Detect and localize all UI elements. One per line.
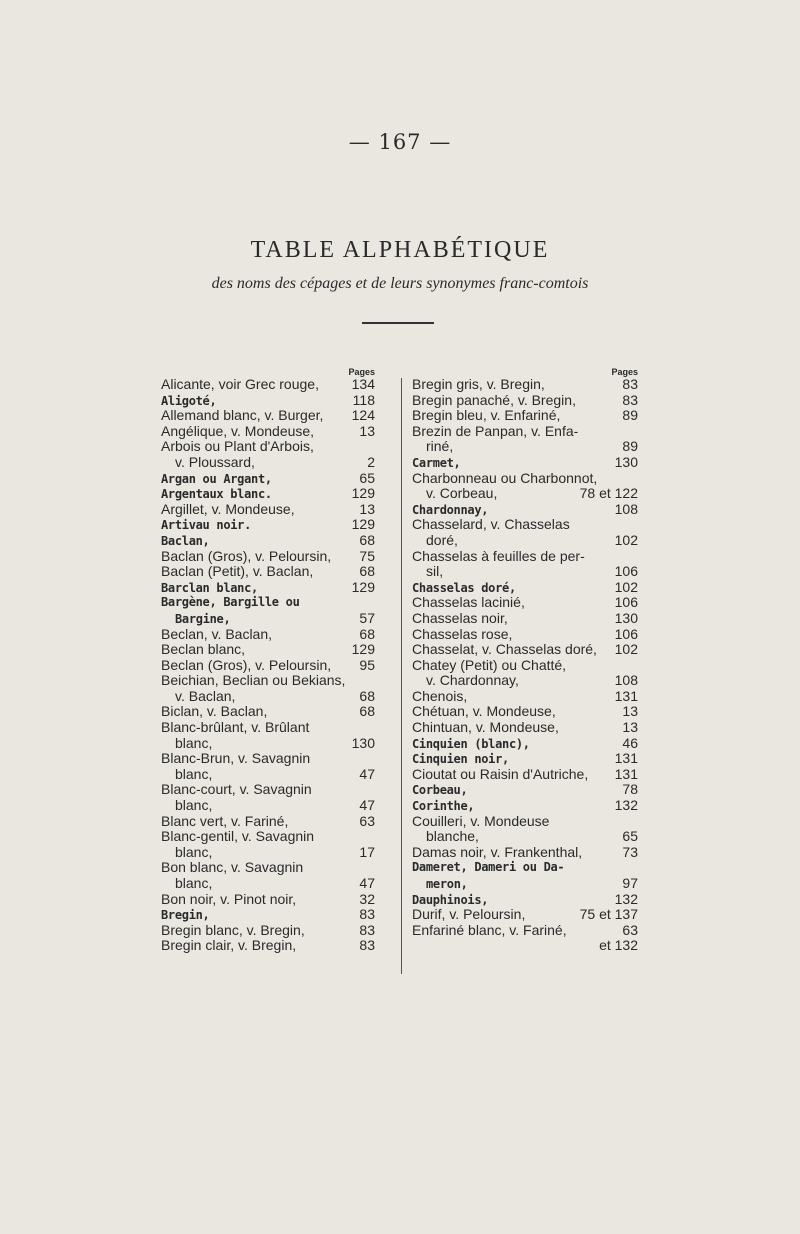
entry-page: 47 [359,797,375,814]
index-entry [412,533,638,549]
entry-name: Beclan (Gros), v. Peloursin, [161,656,332,673]
entry-page: 83 [359,906,375,923]
left-entry-list [161,377,375,954]
entry-page: 102 [614,641,638,658]
entry-page: 73 [622,843,638,860]
index-entry [412,595,638,611]
entry-page: 68 [359,687,375,704]
index-entry [161,658,375,674]
entry-name: Chasselas à feuilles de per- [412,547,585,564]
entry-page: 97 [622,875,638,891]
entry-page: 17 [359,843,375,860]
entry-name: Aligoté, [161,393,217,408]
index-entry [161,611,375,627]
index-entry [161,845,375,861]
index-entry [161,455,375,471]
entry-name: Bregin panaché, v. Bregin, [412,391,576,408]
entry-name: Argillet, v. Mondeuse, [161,500,295,517]
index-entry [412,860,638,876]
entry-name: Chétuan, v. Mondeuse, [412,703,556,720]
page-subtitle: des noms des cépages et de leurs synonymes franc-comtois [211,275,589,292]
entry-name: sil, [426,563,444,580]
entry-page: 131 [614,687,638,704]
index-entry [412,377,638,393]
title-rule [362,322,434,324]
index-entry [161,502,375,518]
entry-name: Corbeau, [412,783,468,798]
index-entry [161,580,375,596]
index-entry [412,767,638,783]
index-entry [161,642,375,658]
entry-name: v. Chardonnay, [426,672,519,689]
entry-name: Arbois ou Plant d'Arbois, [161,438,314,455]
index-entry [161,798,375,814]
index-entry [412,814,638,830]
entry-name: v. Ploussard, [175,453,255,470]
index-entry [412,627,638,643]
index-entry [412,736,638,752]
index-entry [412,720,638,736]
entry-name: Biclan, v. Baclan, [161,703,268,720]
entry-name: Beclan, v. Baclan, [161,625,273,642]
entry-name: Chenois, [412,687,468,704]
index-entry [161,627,375,643]
entry-name: Chintuan, v. Mondeuse, [412,719,559,736]
entry-name: Bon noir, v. Pinot noir, [161,890,297,907]
entry-name: blanc, [175,734,213,751]
entry-name: Blanc-Brun, v. Savagnin [161,750,311,767]
entry-page: 83 [359,937,375,954]
entry-page: 68 [359,625,375,642]
entry-page: 108 [614,672,638,689]
entry-name: Couilleri, v. Mondeuse [412,812,550,829]
entry-page: 106 [614,563,638,580]
entry-page: 130 [614,453,638,470]
index-entry [161,767,375,783]
entry-name: Cinquien (blanc), [412,736,530,751]
entry-page: 68 [359,531,375,548]
entry-name: meron, [426,877,468,891]
index-entry [161,860,375,876]
entry-page: 83 [359,921,375,938]
index-entry [161,814,375,830]
index-entry [412,611,638,627]
entry-page: 47 [359,875,375,891]
entry-name: blanc, [175,875,213,891]
entry-name: Bregin, [161,908,210,923]
right-column [412,367,638,954]
index-entry [412,798,638,814]
entry-page: 89 [622,407,638,424]
entry-name: Blanc-brûlant, v. Brûlant [161,719,310,736]
entry-name: Alicante, voir Grec rouge, [161,376,319,392]
entry-page: 131 [614,765,638,782]
entry-page: 129 [351,485,375,502]
entry-page: 83 [622,391,638,408]
pages-label: Pages [611,367,638,377]
entry-page: 130 [351,734,375,751]
index-entry [412,439,638,455]
entry-page: 63 [622,921,638,938]
index-entry [161,595,375,611]
entry-name: Argan ou Argant, [161,471,272,486]
entry-name: Baclan (Petit), v. Baclan, [161,563,314,580]
entry-page: 68 [359,563,375,580]
entry-name: Artivau noir. [161,518,252,533]
entry-name: Bargine, [175,611,231,626]
entry-name: Brezin de Panpan, v. Enfa- [412,422,579,439]
index-entry [412,907,638,923]
entry-page: 75 [359,547,375,564]
index-entry [412,393,638,409]
entry-page: 13 [359,422,375,439]
entry-page: 129 [351,641,375,658]
entry-name: Chasselat, v. Chasselas doré, [412,641,597,658]
entry-name: riné, [426,438,454,455]
entry-page: 131 [614,750,638,767]
entry-page: 13 [622,703,638,720]
entry-page: 130 [614,609,638,626]
entry-page: 75 et 137 [579,906,638,923]
entry-name: Barclan blanc, [161,580,258,595]
entry-name: Chasselas rose, [412,625,513,642]
index-entry [412,829,638,845]
index-entry [161,907,375,923]
index-entry [412,704,638,720]
index-entry [412,689,638,705]
entry-name: Beclan blanc, [161,641,246,658]
index-entry [161,439,375,455]
entry-page: 46 [622,734,638,751]
entry-name: Durif, v. Peloursin, [412,906,526,923]
index-entry [412,502,638,518]
index-entry [161,923,375,939]
entry-name: Charbonneau ou Charbonnot, [412,469,598,486]
index-entry [412,564,638,580]
entry-page: 129 [351,578,375,595]
entry-name: Blanc-court, v. Savagnin [161,781,312,798]
entry-page: 102 [614,578,638,595]
index-entry [412,751,638,767]
entry-name: doré, [426,531,458,548]
index-entry [412,923,638,939]
index-entry [412,658,638,674]
left-column [161,367,375,954]
index-entry [161,751,375,767]
entry-page: 2 [367,453,375,470]
entry-name: Chasselas lacinié, [412,594,525,611]
entry-page: 78 et 122 [579,485,638,502]
entry-name: Allemand blanc, v. Burger, [161,407,324,424]
pages-label: Pages [348,367,375,377]
entry-name: Damas noir, v. Frankenthal, [412,843,583,860]
entry-page: 95 [359,656,375,673]
index-entry [161,377,375,393]
index-entry [161,673,375,689]
index-entry [412,455,638,471]
index-entry [161,424,375,440]
entry-name: blanc, [175,765,213,782]
entry-name: Baclan, [161,533,210,548]
index-entry [412,673,638,689]
index-entry [412,782,638,798]
entry-page: 47 [359,765,375,782]
entry-name: Bregin gris, v. Bregin, [412,376,545,392]
index-entry [412,549,638,565]
entry-page: 129 [351,516,375,533]
entry-name: blanc, [175,797,213,814]
index-entry [161,408,375,424]
entry-name: Bregin bleu, v. Enfariné, [412,407,561,424]
index-entry [161,876,375,892]
index-entry [161,938,375,954]
index-entry [412,642,638,658]
entry-page: 106 [614,625,638,642]
entry-page: 106 [614,594,638,611]
column-divider [401,378,402,974]
entry-page: 108 [614,500,638,517]
entry-name: Dameret, Dameri ou Da- [412,860,565,875]
index-entry [412,876,638,892]
entry-name: Dauphinois, [412,892,489,907]
entry-page: 65 [622,828,638,845]
entry-page: 78 [622,781,638,798]
entry-page: 68 [359,703,375,720]
entry-name: Chasselard, v. Chasselas [412,516,570,533]
entry-page: 118 [352,391,375,408]
entry-page: 134 [351,376,375,392]
entry-page: 57 [359,609,375,626]
entry-name: Corinthe, [412,799,475,814]
entry-page: 124 [351,407,375,424]
entry-name: Bregin blanc, v. Bregin, [161,921,305,938]
entry-page: et 132 [599,937,638,954]
index-entry [412,424,638,440]
entry-name: Blanc vert, v. Fariné, [161,812,289,829]
index-entry [161,549,375,565]
entry-name: Angélique, v. Mondeuse, [161,422,315,439]
index-entry [161,704,375,720]
index-entry [412,892,638,908]
right-entry-list [412,377,638,954]
entry-name: Baclan (Gros), v. Peloursin, [161,547,332,564]
entry-name: Chatey (Petit) ou Chatté, [412,656,567,673]
index-entry [161,892,375,908]
entry-page: 13 [359,500,375,517]
entry-page: 102 [614,531,638,548]
entry-name: Beichian, Beclian ou Bekians, [161,672,346,689]
entry-name: blanche, [426,828,479,845]
index-entry [161,486,375,502]
entry-name: Bregin clair, v. Bregin, [161,937,297,954]
entry-name: Cioutat ou Raisin d'Autriche, [412,765,589,782]
entry-name: Argentaux blanc. [161,487,272,502]
index-entry [412,471,638,487]
entry-page: 132 [614,890,638,907]
index-entry [161,736,375,752]
index-entry [412,517,638,533]
index-entry [161,564,375,580]
entry-name: blanc, [175,843,213,860]
entry-page: 65 [359,469,375,486]
index-entry [412,408,638,424]
index-entry [412,580,638,596]
entry-name: v. Baclan, [175,687,236,704]
entry-name: Chasselas doré, [412,580,516,595]
entry-name: v. Corbeau, [426,485,498,502]
index-entry [161,471,375,487]
entry-name: Blanc-gentil, v. Savagnin [161,828,315,845]
index-entry [412,938,638,954]
index-entry [161,533,375,549]
index-entry [161,720,375,736]
entry-name: Cinquien noir, [412,752,509,767]
index-entry [412,486,638,502]
entry-name: Carmet, [412,455,461,470]
entry-name: Chasselas noir, [412,609,508,626]
index-entry [161,517,375,533]
index-entry [161,393,375,409]
entry-page: 83 [622,376,638,392]
page-title: TABLE ALPHABÉTIQUE [250,237,550,263]
index-entry [412,845,638,861]
entry-page: 132 [614,797,638,814]
entry-name: Enfariné blanc, v. Fariné, [412,921,567,938]
entry-page: 13 [622,719,638,736]
entry-name: Bon blanc, v. Savagnin [161,859,304,876]
entry-name: Chardonnay, [412,502,489,517]
index-entry [161,829,375,845]
entry-page: 32 [359,890,375,907]
page-number: — 167 — [348,130,452,154]
entry-name: Bargène, Bargille ou [161,595,300,610]
index-entry [161,689,375,705]
entry-page: 63 [359,812,375,829]
index-entry [161,782,375,798]
entry-page: 89 [622,438,638,455]
